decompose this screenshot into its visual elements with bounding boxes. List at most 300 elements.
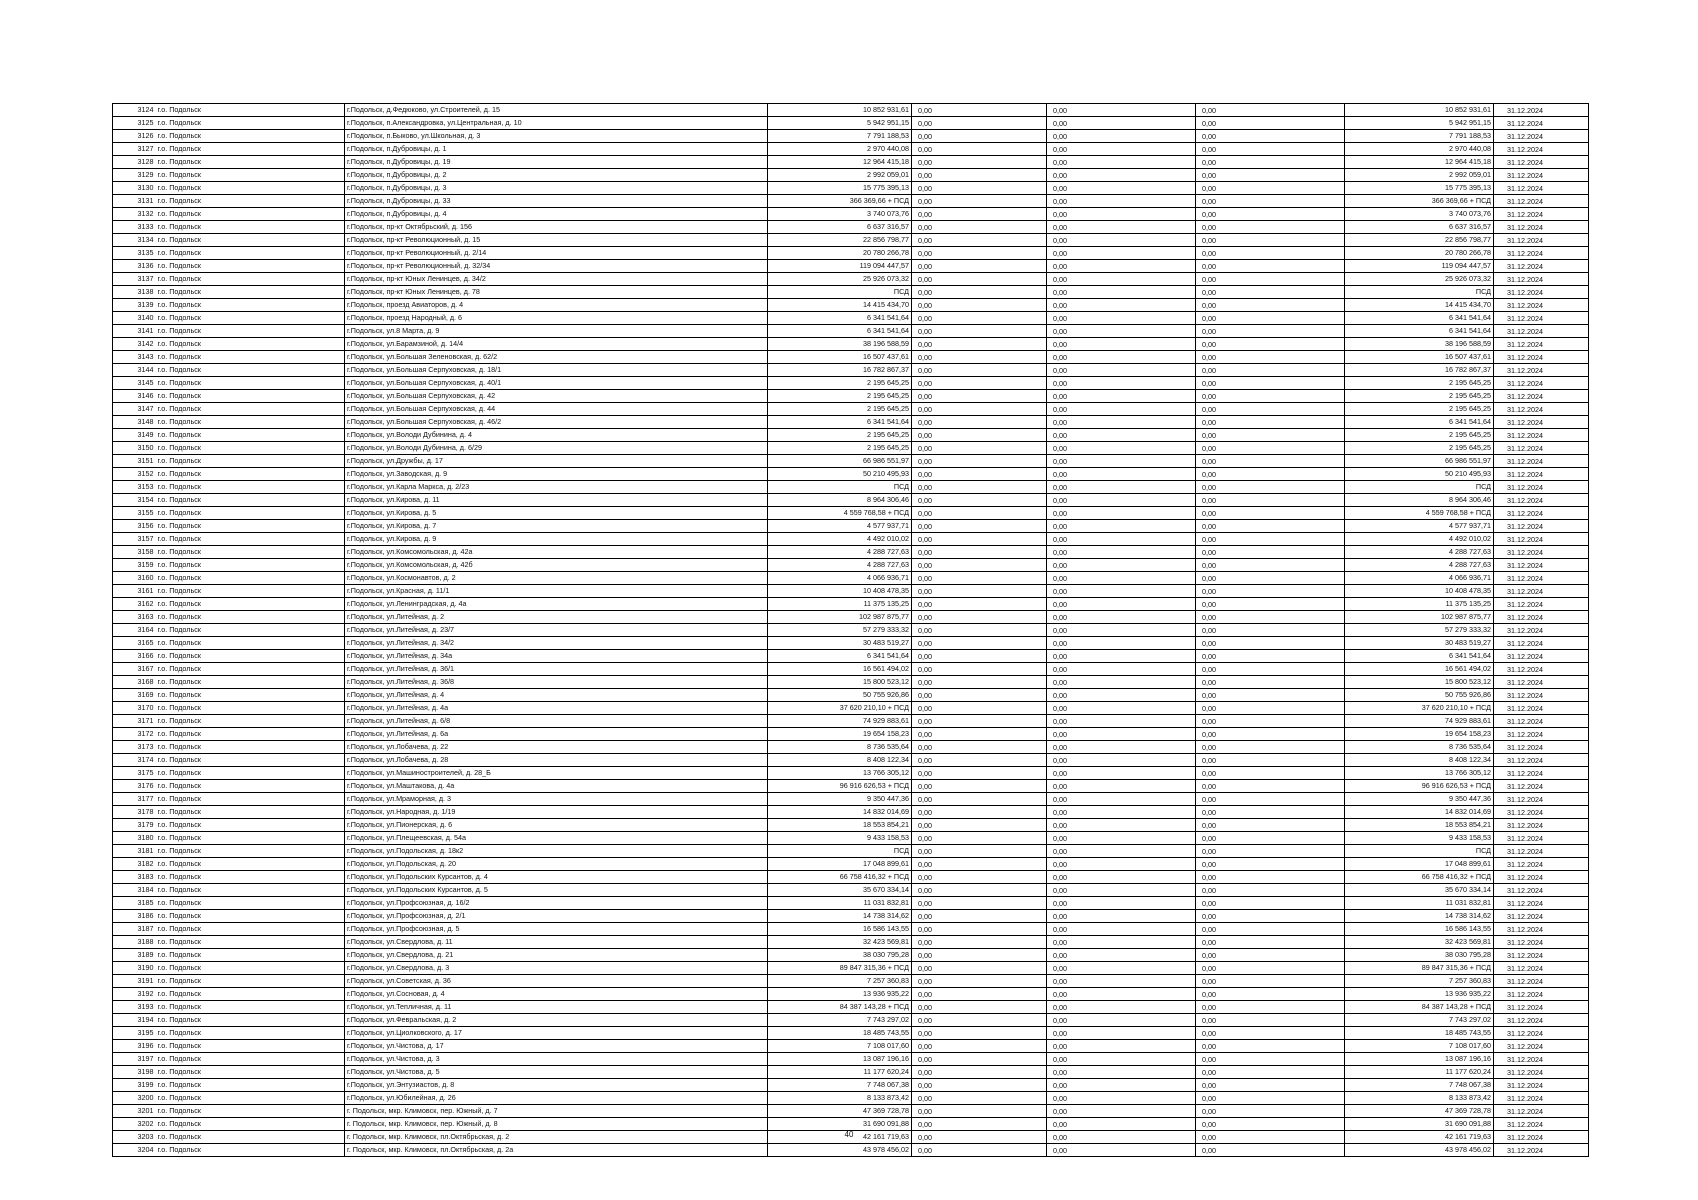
amount-col-3-cell: 0,00 — [1047, 351, 1196, 364]
row-number-cell: 3169 — [113, 689, 156, 702]
municipality-cell: г.о. Подольск — [156, 585, 345, 598]
amount-col-3-cell: 0,00 — [1047, 507, 1196, 520]
deadline-date-cell: 31.12.2024 — [1494, 1027, 1589, 1040]
row-number-cell: 3196 — [113, 1040, 156, 1053]
amount-col-4-cell: 0,00 — [1196, 351, 1345, 364]
total-amount-cell: 8 964 306,46 — [1345, 494, 1494, 507]
amount-cell: 13 766 305,12 — [768, 767, 912, 780]
amount-col-2-cell: 0,00 — [912, 325, 1047, 338]
address-cell: г.Подольск, п.Дубровицы, д. 33 — [345, 195, 768, 208]
row-number-cell: 3186 — [113, 910, 156, 923]
row-number-cell: 3163 — [113, 611, 156, 624]
amount-col-4-cell: 0,00 — [1196, 377, 1345, 390]
deadline-date-cell: 31.12.2024 — [1494, 351, 1589, 364]
municipality-cell: г.о. Подольск — [156, 728, 345, 741]
row-number-cell: 3202 — [113, 1118, 156, 1131]
deadline-date-cell: 31.12.2024 — [1494, 429, 1589, 442]
amount-col-2-cell: 0,00 — [912, 338, 1047, 351]
amount-cell: 16 782 867,37 — [768, 364, 912, 377]
table-row — [113, 598, 1589, 611]
address-cell: г.Подольск, ул.Володи Дубинина, д. 6/29 — [345, 442, 768, 455]
municipality-cell: г.о. Подольск — [156, 1014, 345, 1027]
municipality-cell: г.о. Подольск — [156, 793, 345, 806]
amount-cell: 89 847 315,36 + ПСД — [768, 962, 912, 975]
deadline-date-cell: 31.12.2024 — [1494, 494, 1589, 507]
municipality-cell: г.о. Подольск — [156, 130, 345, 143]
table-row — [113, 689, 1589, 702]
amount-col-4-cell: 0,00 — [1196, 923, 1345, 936]
deadline-date-cell: 31.12.2024 — [1494, 234, 1589, 247]
amount-col-3-cell: 0,00 — [1047, 884, 1196, 897]
amount-col-4-cell: 0,00 — [1196, 806, 1345, 819]
amount-col-2-cell: 0,00 — [912, 130, 1047, 143]
table-row — [113, 923, 1589, 936]
row-number-cell: 3203 — [113, 1131, 156, 1144]
amount-col-4-cell: 0,00 — [1196, 1053, 1345, 1066]
total-amount-cell: 6 341 541,64 — [1345, 650, 1494, 663]
amount-col-2-cell: 0,00 — [912, 988, 1047, 1001]
row-number-cell: 3201 — [113, 1105, 156, 1118]
deadline-date-cell: 31.12.2024 — [1494, 832, 1589, 845]
municipality-cell: г.о. Подольск — [156, 559, 345, 572]
total-amount-cell: 366 369,66 + ПСД — [1345, 195, 1494, 208]
amount-col-2-cell: 0,00 — [912, 780, 1047, 793]
amount-col-2-cell: 0,00 — [912, 117, 1047, 130]
row-number-cell: 3188 — [113, 936, 156, 949]
row-number-cell: 3127 — [113, 143, 156, 156]
table-row — [113, 910, 1589, 923]
deadline-date-cell: 31.12.2024 — [1494, 104, 1589, 117]
table-row — [113, 1079, 1589, 1092]
municipality-cell: г.о. Подольск — [156, 1001, 345, 1014]
municipality-cell: г.о. Подольск — [156, 1092, 345, 1105]
amount-cell: 2 970 440,08 — [768, 143, 912, 156]
municipality-cell: г.о. Подольск — [156, 481, 345, 494]
municipality-cell: г.о. Подольск — [156, 650, 345, 663]
deadline-date-cell: 31.12.2024 — [1494, 793, 1589, 806]
amount-col-3-cell: 0,00 — [1047, 533, 1196, 546]
total-amount-cell: 8 736 535,64 — [1345, 741, 1494, 754]
amount-col-2-cell: 0,00 — [912, 208, 1047, 221]
amount-col-3-cell: 0,00 — [1047, 195, 1196, 208]
amount-col-4-cell: 0,00 — [1196, 234, 1345, 247]
amount-col-3-cell: 0,00 — [1047, 676, 1196, 689]
row-number-cell: 3182 — [113, 858, 156, 871]
address-cell: г.Подольск, ул.Кирова, д. 9 — [345, 533, 768, 546]
table-row — [113, 1144, 1589, 1157]
amount-cell: 11 177 620,24 — [768, 1066, 912, 1079]
table-row — [113, 364, 1589, 377]
table-row — [113, 494, 1589, 507]
municipality-cell: г.о. Подольск — [156, 1118, 345, 1131]
total-amount-cell: 66 758 416,32 + ПСД — [1345, 871, 1494, 884]
amount-cell: 19 654 158,23 — [768, 728, 912, 741]
row-number-cell: 3131 — [113, 195, 156, 208]
table-row — [113, 650, 1589, 663]
deadline-date-cell: 31.12.2024 — [1494, 468, 1589, 481]
address-cell: г.Подольск, п.Дубровицы, д. 1 — [345, 143, 768, 156]
total-amount-cell: 37 620 210,10 + ПСД — [1345, 702, 1494, 715]
amount-col-4-cell: 0,00 — [1196, 416, 1345, 429]
address-cell: г.Подольск, ул.Профсоюзная, д. 5 — [345, 923, 768, 936]
total-amount-cell: 4 066 936,71 — [1345, 572, 1494, 585]
deadline-date-cell: 31.12.2024 — [1494, 806, 1589, 819]
amount-col-3-cell: 0,00 — [1047, 364, 1196, 377]
municipality-cell: г.о. Подольск — [156, 1040, 345, 1053]
table-row — [113, 377, 1589, 390]
amount-col-4-cell: 0,00 — [1196, 221, 1345, 234]
row-number-cell: 3125 — [113, 117, 156, 130]
amount-col-4-cell: 0,00 — [1196, 1040, 1345, 1053]
row-number-cell: 3150 — [113, 442, 156, 455]
row-number-cell: 3145 — [113, 377, 156, 390]
row-number-cell: 3192 — [113, 988, 156, 1001]
amount-cell: ПСД — [768, 481, 912, 494]
amount-col-2-cell: 0,00 — [912, 520, 1047, 533]
amount-col-3-cell: 0,00 — [1047, 624, 1196, 637]
address-cell: г.Подольск, ул.Заводская, д. 9 — [345, 468, 768, 481]
municipality-cell: г.о. Подольск — [156, 871, 345, 884]
address-cell: г.Подольск, ул.Циолковского, д. 17 — [345, 1027, 768, 1040]
deadline-date-cell: 31.12.2024 — [1494, 260, 1589, 273]
municipality-cell: г.о. Подольск — [156, 520, 345, 533]
amount-cell: 2 195 645,25 — [768, 442, 912, 455]
address-cell: г.Подольск, ул.Свердлова, д. 11 — [345, 936, 768, 949]
row-number-cell: 3197 — [113, 1053, 156, 1066]
total-amount-cell: 6 341 541,64 — [1345, 312, 1494, 325]
address-cell: г.Подольск, ул.Профсоюзная, д. 2/1 — [345, 910, 768, 923]
address-cell: г.Подольск, ул.Литейная, д. 4 — [345, 689, 768, 702]
municipality-cell: г.о. Подольск — [156, 1066, 345, 1079]
amount-col-4-cell: 0,00 — [1196, 897, 1345, 910]
amount-col-2-cell: 0,00 — [912, 1001, 1047, 1014]
deadline-date-cell: 31.12.2024 — [1494, 559, 1589, 572]
deadline-date-cell: 31.12.2024 — [1494, 208, 1589, 221]
amount-col-2-cell: 0,00 — [912, 1053, 1047, 1066]
amount-col-4-cell: 0,00 — [1196, 754, 1345, 767]
amount-cell: 16 507 437,61 — [768, 351, 912, 364]
amount-col-2-cell: 0,00 — [912, 1066, 1047, 1079]
address-cell: г.Подольск, ул.Февральская, д. 2 — [345, 1014, 768, 1027]
amount-col-3-cell: 0,00 — [1047, 663, 1196, 676]
amount-col-2-cell: 0,00 — [912, 260, 1047, 273]
amount-col-2-cell: 0,00 — [912, 1014, 1047, 1027]
amount-col-4-cell: 0,00 — [1196, 793, 1345, 806]
amount-col-2-cell: 0,00 — [912, 1118, 1047, 1131]
amount-col-2-cell: 0,00 — [912, 1079, 1047, 1092]
deadline-date-cell: 31.12.2024 — [1494, 1001, 1589, 1014]
amount-col-3-cell: 0,00 — [1047, 845, 1196, 858]
municipality-cell: г.о. Подольск — [156, 1144, 345, 1157]
deadline-date-cell: 31.12.2024 — [1494, 507, 1589, 520]
amount-cell: 13 087 196,16 — [768, 1053, 912, 1066]
address-cell: г.Подольск, ул.Литейная, д. 23/7 — [345, 624, 768, 637]
amount-col-2-cell: 0,00 — [912, 897, 1047, 910]
table-row — [113, 455, 1589, 468]
row-number-cell: 3153 — [113, 481, 156, 494]
total-amount-cell: ПСД — [1345, 481, 1494, 494]
address-cell: г. Подольск, мкр. Климовск, пер. Южный, д. 7 — [345, 1105, 768, 1118]
amount-col-2-cell: 0,00 — [912, 676, 1047, 689]
amount-cell: 8 133 873,42 — [768, 1092, 912, 1105]
amount-cell: 3 740 073,76 — [768, 208, 912, 221]
deadline-date-cell: 31.12.2024 — [1494, 767, 1589, 780]
amount-col-3-cell: 0,00 — [1047, 1079, 1196, 1092]
total-amount-cell: 43 978 456,02 — [1345, 1144, 1494, 1157]
amount-col-2-cell: 0,00 — [912, 468, 1047, 481]
amount-col-4-cell: 0,00 — [1196, 312, 1345, 325]
address-cell: г.Подольск, ул.Лобачева, д. 22 — [345, 741, 768, 754]
amount-col-4-cell: 0,00 — [1196, 520, 1345, 533]
municipality-cell: г.о. Подольск — [156, 247, 345, 260]
table-row — [113, 507, 1589, 520]
address-cell: г.Подольск, ул.Кирова, д. 7 — [345, 520, 768, 533]
municipality-cell: г.о. Подольск — [156, 364, 345, 377]
municipality-cell: г.о. Подольск — [156, 546, 345, 559]
row-number-cell: 3166 — [113, 650, 156, 663]
row-number-cell: 3177 — [113, 793, 156, 806]
amount-cell: 57 279 333,32 — [768, 624, 912, 637]
total-amount-cell: 7 748 067,38 — [1345, 1079, 1494, 1092]
amount-col-3-cell: 0,00 — [1047, 416, 1196, 429]
total-amount-cell: 16 586 143,55 — [1345, 923, 1494, 936]
municipality-cell: г.о. Подольск — [156, 819, 345, 832]
amount-col-3-cell: 0,00 — [1047, 468, 1196, 481]
municipality-cell: г.о. Подольск — [156, 689, 345, 702]
municipality-cell: г.о. Подольск — [156, 416, 345, 429]
table-row — [113, 741, 1589, 754]
deadline-date-cell: 31.12.2024 — [1494, 247, 1589, 260]
address-cell: г.Подольск, ул.Космонавтов, д. 2 — [345, 572, 768, 585]
table-row — [113, 572, 1589, 585]
amount-cell: 16 561 494,02 — [768, 663, 912, 676]
address-cell: г.Подольск, ул.8 Марта, д. 9 — [345, 325, 768, 338]
table-row — [113, 780, 1589, 793]
deadline-date-cell: 31.12.2024 — [1494, 195, 1589, 208]
amount-col-4-cell: 0,00 — [1196, 728, 1345, 741]
amount-col-2-cell: 0,00 — [912, 156, 1047, 169]
total-amount-cell: 6 637 316,57 — [1345, 221, 1494, 234]
address-cell: г.Подольск, ул.Володи Дубинина, д. 4 — [345, 429, 768, 442]
total-amount-cell: 4 288 727,63 — [1345, 546, 1494, 559]
total-amount-cell: 31 690 091,88 — [1345, 1118, 1494, 1131]
deadline-date-cell: 31.12.2024 — [1494, 988, 1589, 1001]
address-cell: г.Подольск, ул.Большая Серпуховская, д. 46/2 — [345, 416, 768, 429]
table-row — [113, 819, 1589, 832]
row-number-cell: 3135 — [113, 247, 156, 260]
total-amount-cell: 50 210 495,93 — [1345, 468, 1494, 481]
amount-col-4-cell: 0,00 — [1196, 572, 1345, 585]
amount-col-3-cell: 0,00 — [1047, 104, 1196, 117]
amount-col-4-cell: 0,00 — [1196, 1144, 1345, 1157]
amount-col-4-cell: 0,00 — [1196, 1131, 1345, 1144]
total-amount-cell: 89 847 315,36 + ПСД — [1345, 962, 1494, 975]
amount-col-2-cell: 0,00 — [912, 247, 1047, 260]
row-number-cell: 3151 — [113, 455, 156, 468]
municipality-cell: г.о. Подольск — [156, 442, 345, 455]
municipality-cell: г.о. Подольск — [156, 663, 345, 676]
table-row — [113, 260, 1589, 273]
deadline-date-cell: 31.12.2024 — [1494, 156, 1589, 169]
amount-col-2-cell: 0,00 — [912, 546, 1047, 559]
table-row — [113, 325, 1589, 338]
total-amount-cell: 38 196 588,59 — [1345, 338, 1494, 351]
amount-cell: 6 341 541,64 — [768, 312, 912, 325]
row-number-cell: 3187 — [113, 923, 156, 936]
total-amount-cell: ПСД — [1345, 286, 1494, 299]
municipality-cell: г.о. Подольск — [156, 338, 345, 351]
amount-col-2-cell: 0,00 — [912, 299, 1047, 312]
amount-col-2-cell: 0,00 — [912, 481, 1047, 494]
municipality-cell: г.о. Подольск — [156, 1131, 345, 1144]
deadline-date-cell: 31.12.2024 — [1494, 442, 1589, 455]
amount-cell: 30 483 519,27 — [768, 637, 912, 650]
amount-col-4-cell: 0,00 — [1196, 559, 1345, 572]
deadline-date-cell: 31.12.2024 — [1494, 481, 1589, 494]
municipality-cell: г.о. Подольск — [156, 156, 345, 169]
amount-col-2-cell: 0,00 — [912, 494, 1047, 507]
address-cell: г.Подольск, ул.Большая Зеленовская, д. 62/2 — [345, 351, 768, 364]
amount-col-4-cell: 0,00 — [1196, 650, 1345, 663]
amount-cell: 6 341 541,64 — [768, 650, 912, 663]
deadline-date-cell: 31.12.2024 — [1494, 585, 1589, 598]
amount-col-4-cell: 0,00 — [1196, 403, 1345, 416]
address-cell: г.Подольск, ул.Юбилейная, д. 26 — [345, 1092, 768, 1105]
row-number-cell: 3132 — [113, 208, 156, 221]
municipality-cell: г.о. Подольск — [156, 884, 345, 897]
row-number-cell: 3161 — [113, 585, 156, 598]
deadline-date-cell: 31.12.2024 — [1494, 312, 1589, 325]
total-amount-cell: 14 738 314,62 — [1345, 910, 1494, 923]
row-number-cell: 3139 — [113, 299, 156, 312]
address-cell: г.Подольск, ул.Подольских Курсантов, д. 5 — [345, 884, 768, 897]
amount-col-3-cell: 0,00 — [1047, 455, 1196, 468]
address-cell: г.Подольск, ул.Красная, д. 11/1 — [345, 585, 768, 598]
amount-col-2-cell: 0,00 — [912, 104, 1047, 117]
total-amount-cell: 30 483 519,27 — [1345, 637, 1494, 650]
amount-cell: 32 423 569,81 — [768, 936, 912, 949]
table-row — [113, 949, 1589, 962]
table-row — [113, 234, 1589, 247]
amount-col-4-cell: 0,00 — [1196, 1092, 1345, 1105]
amount-col-4-cell: 0,00 — [1196, 741, 1345, 754]
address-cell: г.Подольск, ул.Большая Серпуховская, д. 44 — [345, 403, 768, 416]
address-cell: г.Подольск, ул.Сосновая, д. 4 — [345, 988, 768, 1001]
table-row — [113, 1105, 1589, 1118]
amount-col-2-cell: 0,00 — [912, 429, 1047, 442]
amount-col-3-cell: 0,00 — [1047, 143, 1196, 156]
amount-col-3-cell: 0,00 — [1047, 169, 1196, 182]
address-cell: г.Подольск, ул.Пионерская, д. 6 — [345, 819, 768, 832]
amount-col-4-cell: 0,00 — [1196, 299, 1345, 312]
amount-col-4-cell: 0,00 — [1196, 494, 1345, 507]
amount-col-4-cell: 0,00 — [1196, 1066, 1345, 1079]
amount-cell: 8 736 535,64 — [768, 741, 912, 754]
address-cell: г.Подольск, ул.Ленинградская, д. 4а — [345, 598, 768, 611]
municipality-cell: г.о. Подольск — [156, 182, 345, 195]
row-number-cell: 3154 — [113, 494, 156, 507]
amount-col-2-cell: 0,00 — [912, 741, 1047, 754]
table-row — [113, 936, 1589, 949]
amount-cell: 96 916 626,53 + ПСД — [768, 780, 912, 793]
address-cell: г.Подольск, ул.Литейная, д. 6а — [345, 728, 768, 741]
total-amount-cell: 11 375 135,25 — [1345, 598, 1494, 611]
amount-col-2-cell: 0,00 — [912, 585, 1047, 598]
row-number-cell: 3138 — [113, 286, 156, 299]
amount-col-4-cell: 0,00 — [1196, 689, 1345, 702]
row-number-cell: 3168 — [113, 676, 156, 689]
amount-col-2-cell: 0,00 — [912, 793, 1047, 806]
municipality-cell: г.о. Подольск — [156, 104, 345, 117]
municipality-cell: г.о. Подольск — [156, 507, 345, 520]
deadline-date-cell: 31.12.2024 — [1494, 169, 1589, 182]
address-cell: г.Подольск, ул.Барамзиной, д. 14/4 — [345, 338, 768, 351]
municipality-cell: г.о. Подольск — [156, 390, 345, 403]
amount-cell: 11 031 832,81 — [768, 897, 912, 910]
amount-cell: 119 094 447,57 — [768, 260, 912, 273]
address-cell: г. Подольск, мкр. Климовск, пер. Южный, д. 8 — [345, 1118, 768, 1131]
table-row — [113, 182, 1589, 195]
municipality-cell: г.о. Подольск — [156, 351, 345, 364]
total-amount-cell: 38 030 795,28 — [1345, 949, 1494, 962]
address-cell: г.Подольск, ул.Подольская, д. 20 — [345, 858, 768, 871]
total-amount-cell: 18 485 743,55 — [1345, 1027, 1494, 1040]
total-amount-cell: 2 992 059,01 — [1345, 169, 1494, 182]
amount-col-2-cell: 0,00 — [912, 559, 1047, 572]
deadline-date-cell: 31.12.2024 — [1494, 299, 1589, 312]
address-cell: г.Подольск, ул.Большая Серпуховская, д. 40/1 — [345, 377, 768, 390]
row-number-cell: 3160 — [113, 572, 156, 585]
municipality-cell: г.о. Подольск — [156, 741, 345, 754]
amount-cell: 5 942 951,15 — [768, 117, 912, 130]
municipality-cell: г.о. Подольск — [156, 832, 345, 845]
amount-col-3-cell: 0,00 — [1047, 299, 1196, 312]
table-row — [113, 247, 1589, 260]
municipality-cell: г.о. Подольск — [156, 468, 345, 481]
address-cell: г.Подольск, ул.Чистова, д. 5 — [345, 1066, 768, 1079]
row-number-cell: 3147 — [113, 403, 156, 416]
row-number-cell: 3181 — [113, 845, 156, 858]
deadline-date-cell: 31.12.2024 — [1494, 364, 1589, 377]
table-row — [113, 637, 1589, 650]
address-cell: г.Подольск, ул.Чистова, д. 3 — [345, 1053, 768, 1066]
table-row — [113, 754, 1589, 767]
amount-col-4-cell: 0,00 — [1196, 1079, 1345, 1092]
row-number-cell: 3199 — [113, 1079, 156, 1092]
total-amount-cell: 8 133 873,42 — [1345, 1092, 1494, 1105]
total-amount-cell: 3 740 073,76 — [1345, 208, 1494, 221]
municipality-cell: г.о. Подольск — [156, 897, 345, 910]
amount-col-2-cell: 0,00 — [912, 1040, 1047, 1053]
row-number-cell: 3164 — [113, 624, 156, 637]
municipality-cell: г.о. Подольск — [156, 221, 345, 234]
total-amount-cell: 10 408 478,35 — [1345, 585, 1494, 598]
municipality-cell: г.о. Подольск — [156, 624, 345, 637]
amount-col-3-cell: 0,00 — [1047, 117, 1196, 130]
table-row — [113, 338, 1589, 351]
amount-cell: 12 964 415,18 — [768, 156, 912, 169]
total-amount-cell: 4 492 010,02 — [1345, 533, 1494, 546]
amount-col-2-cell: 0,00 — [912, 364, 1047, 377]
address-cell: г.Подольск, проезд Народный, д. 6 — [345, 312, 768, 325]
amount-cell: 13 936 935,22 — [768, 988, 912, 1001]
table-row — [113, 1040, 1589, 1053]
row-number-cell: 3180 — [113, 832, 156, 845]
table-row — [113, 1118, 1589, 1131]
amount-col-3-cell: 0,00 — [1047, 923, 1196, 936]
row-number-cell: 3134 — [113, 234, 156, 247]
address-cell: г.Подольск, п.Александровка, ул.Центральная, д. 10 — [345, 117, 768, 130]
